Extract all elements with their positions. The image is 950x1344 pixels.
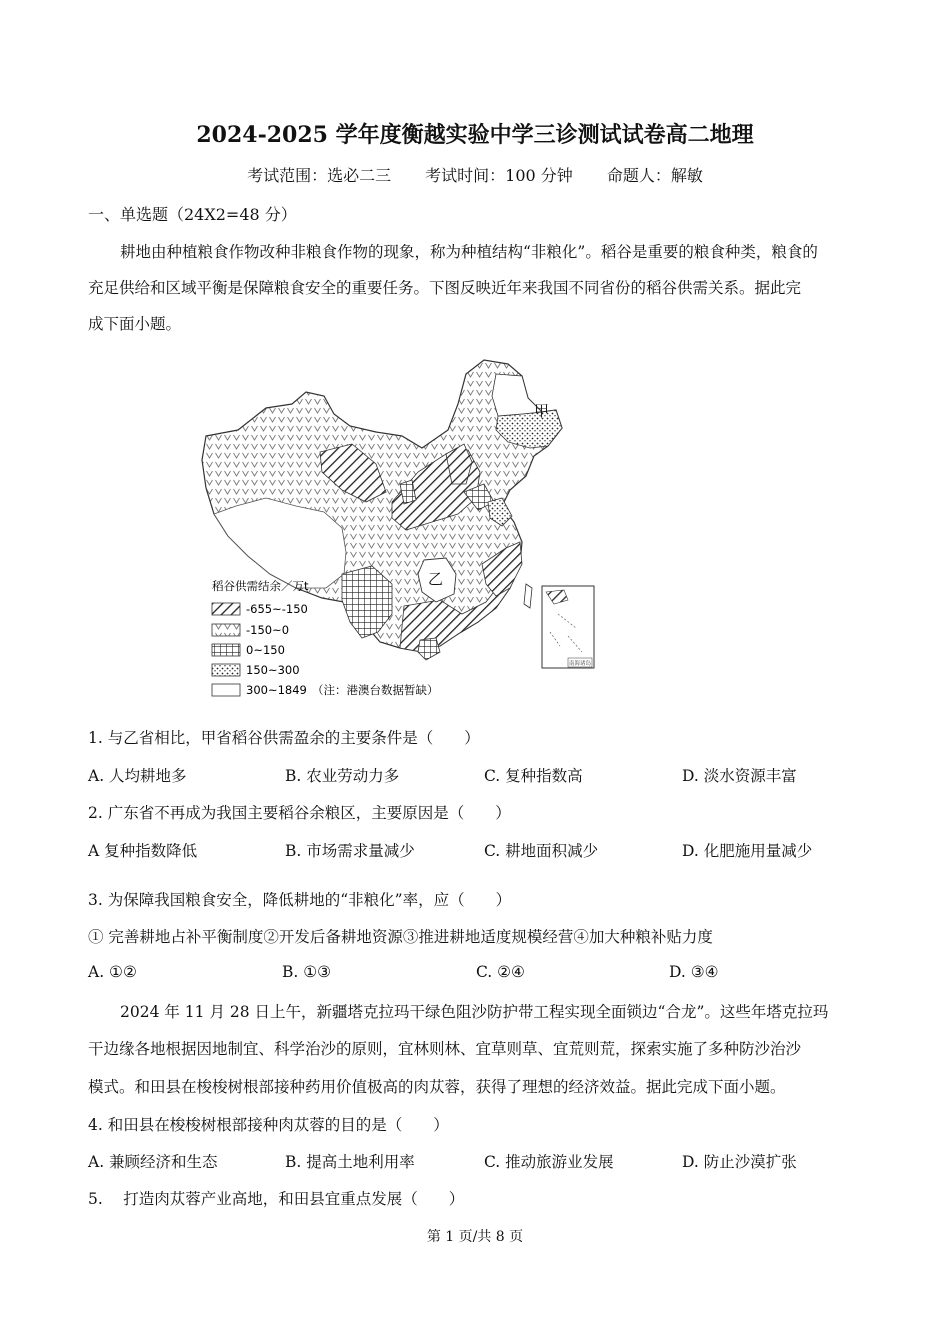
q4-option-c: C. 推动旅游业发展 — [484, 1153, 614, 1171]
q5-stem: 5. 打造肉苁蓉产业高地，和田县宜重点发展（ ） — [88, 1190, 465, 1208]
legend-swatch-3 — [212, 644, 240, 656]
q3-option-c: C. ②④ — [476, 963, 525, 981]
section-title: 一、单选题（24X2=48 分） — [88, 205, 297, 224]
exam-info — [0, 163, 950, 186]
legend-swatch-1 — [212, 603, 240, 615]
legend-swatch-4 — [212, 664, 240, 676]
q2-stem: 2. 广东省不再成为我国主要稻谷余粮区，主要原因是（ ） — [88, 804, 511, 822]
q2-option-d: D. 化肥施用量减少 — [682, 842, 813, 860]
island-taiwan — [524, 584, 532, 608]
legend-note: （注：港澳台数据暂缺） — [312, 683, 439, 697]
legend-label-2: -150~0 — [246, 623, 290, 637]
q3-option-b: B. ①③ — [282, 963, 332, 981]
q4-option-a: A. 兼顾经济和生态 — [88, 1153, 218, 1171]
q1-option-b: B. 农业劳动力多 — [285, 767, 400, 785]
legend-swatch-2 — [212, 624, 240, 636]
south-sea-inset — [542, 586, 594, 668]
passage1-line1: 耕地由种植粮食作物改种非粮食作物的现象，称为种植结构“非粮化”。稻谷是重要的粮食种类，粮食的 — [120, 243, 818, 261]
exam-time: 考试时间：100 分钟 — [425, 166, 573, 185]
passage1-line2: 充足供给和区域平衡是保障粮食安全的重要任务。下图反映近年来我国不同省份的稻谷供需关系。据此完 — [88, 279, 802, 297]
exam-author: 命题人：解敏 — [606, 166, 703, 185]
q4-option-d: D. 防止沙漠扩张 — [682, 1153, 797, 1171]
q4-option-b: B. 提高土地利用率 — [285, 1153, 415, 1171]
rice-supply-map — [196, 352, 618, 704]
passage2-line1: 2024 年 11 月 28 日上午，新疆塔克拉玛干绿色阻沙防护带工程实现全面锁边“合龙”。这些年塔克拉玛 — [120, 1003, 829, 1021]
label-yi: 乙 — [428, 570, 444, 588]
legend-title: 稻谷供需结余／万t — [212, 579, 309, 593]
q2-option-c: C. 耕地面积减少 — [484, 842, 599, 860]
legend-label-1: -655~-150 — [246, 602, 308, 616]
legend-label-4: 150~300 — [246, 663, 300, 677]
page-number: 第 1 页/共 8 页 — [426, 1229, 524, 1245]
legend-swatch-5 — [212, 684, 240, 696]
q3-stem: 3. 为保障我国粮食安全，降低耕地的“非粮化”率，应（ ） — [88, 891, 512, 909]
q1-option-a: A. 人均耕地多 — [88, 767, 187, 785]
q1-stem: 1. 与乙省相比，甲省稻谷供需盈余的主要条件是（ ） — [88, 729, 480, 747]
legend-label-5: 300~1849 — [246, 683, 307, 697]
page-title: 2024-2025 学年度衡越实验中学三诊测试试卷高二地理 — [196, 122, 754, 148]
passage2-line2: 干边缘各地根据因地制宜、科学治沙的原则，宜林则林、宜草则草、宜荒则荒，探索实施了多种防沙治沙 — [88, 1040, 802, 1058]
q2-option-b: B. 市场需求量减少 — [285, 842, 415, 860]
legend-label-3: 0~150 — [246, 643, 285, 657]
q4-stem: 4. 和田县在梭梭树根部接种肉苁蓉的目的是（ ） — [88, 1116, 449, 1134]
label-jia: 甲 — [534, 402, 550, 420]
q1-option-c: C. 复种指数高 — [484, 767, 583, 785]
inset-label: 南海诸岛 — [568, 661, 592, 667]
q3-items: ① 完善耕地占补平衡制度②开发后备耕地资源③推进耕地适度规模经营④加大种粮补贴力度 — [88, 928, 713, 946]
q3-option-a: A. ①② — [88, 963, 137, 981]
province-hainan — [418, 638, 440, 660]
passage1-line3: 成下面小题。 — [88, 315, 182, 333]
q2-option-a: A 复种指数降低 — [88, 842, 198, 860]
passage2-line3: 模式。和田县在梭梭树根部接种药用价值极高的肉苁蓉，获得了理想的经济效益。据此完成下面小题。 — [88, 1078, 786, 1096]
q3-option-d: D. ③④ — [669, 963, 719, 981]
exam-scope: 考试范围：选必二三 — [247, 166, 392, 185]
q1-option-d: D. 淡水资源丰富 — [682, 767, 797, 785]
